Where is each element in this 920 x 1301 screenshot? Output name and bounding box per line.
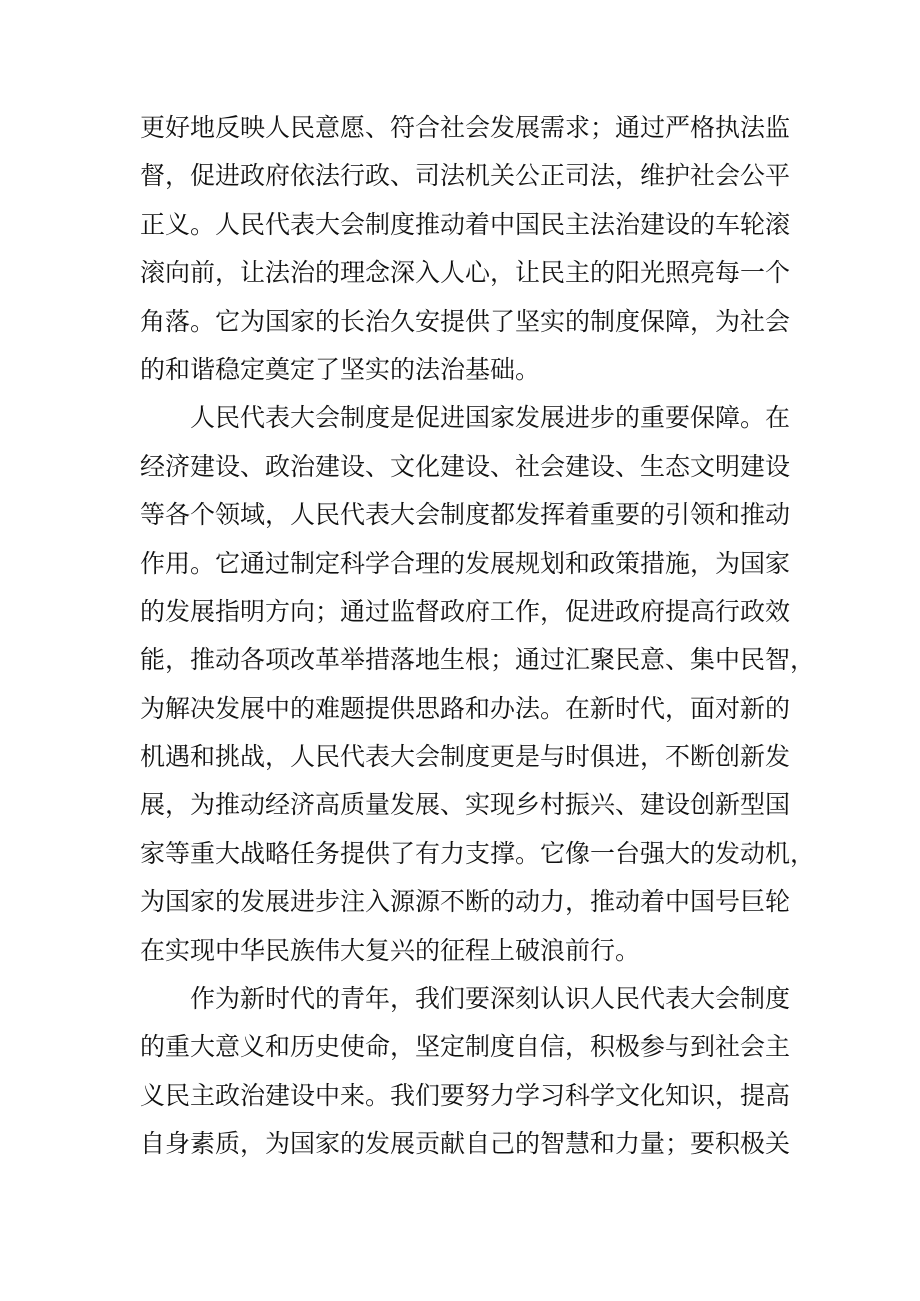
text-line: 在实现中华民族伟大复兴的征程上破浪前行。 bbox=[140, 935, 641, 965]
body-text bbox=[140, 104, 816, 1169]
text-line: 滚向前，让法治的理念深入人心，让民主的阳光照亮每一个 bbox=[140, 258, 791, 288]
text-line: 的重大意义和历史使命，坚定制度自信，积极参与到社会主 bbox=[140, 1032, 791, 1062]
text-line: 督，促进政府依法行政、司法机关公正司法，维护社会公平 bbox=[140, 161, 791, 191]
text-line: 自身素质，为国家的发展贡献自己的智慧和力量；要积极关 bbox=[140, 1129, 791, 1159]
paragraph-first-line: 作为新时代的青年，我们要深刻认识人民代表大会制度 bbox=[190, 984, 791, 1014]
text-line: 的发展指明方向；通过监督政府工作，促进政府提高行政效 bbox=[140, 596, 791, 626]
text-line: 能，推动各项改革举措落地生根；通过汇聚民意、集中民智， bbox=[140, 645, 816, 675]
text-line: 正义。人民代表大会制度推动着中国民主法治建设的车轮滚 bbox=[140, 209, 791, 239]
text-line: 经济建设、政治建设、文化建设、社会建设、生态文明建设 bbox=[140, 451, 791, 481]
text-line: 角落。它为国家的长治久安提供了坚实的制度保障，为社会 bbox=[140, 306, 791, 336]
text-line: 等各个领域，人民代表大会制度都发挥着重要的引领和推动 bbox=[140, 500, 791, 530]
text-line: 展，为推动经济高质量发展、实现乡村振兴、建设创新型国 bbox=[140, 790, 791, 820]
text-line: 的和谐稳定奠定了坚实的法治基础。 bbox=[140, 354, 541, 384]
text-line: 机遇和挑战，人民代表大会制度更是与时俱进，不断创新发 bbox=[140, 742, 791, 772]
paragraph-first-line: 人民代表大会制度是促进国家发展进步的重要保障。在 bbox=[190, 403, 791, 433]
text-line: 作用。它通过制定科学合理的发展规划和政策措施，为国家 bbox=[140, 548, 791, 578]
text-line: 义民主政治建设中来。我们要努力学习科学文化知识，提高 bbox=[140, 1080, 791, 1110]
text-line: 家等重大战略任务提供了有力支撑。它像一台强大的发动机， bbox=[140, 838, 816, 868]
text-line: 更好地反映人民意愿、符合社会发展需求；通过严格执法监 bbox=[140, 113, 791, 142]
text-line: 为国家的发展进步注入源源不断的动力，推动着中国号巨轮 bbox=[140, 887, 791, 917]
text-line: 为解决发展中的难题提供思路和办法。在新时代，面对新的 bbox=[140, 693, 791, 723]
